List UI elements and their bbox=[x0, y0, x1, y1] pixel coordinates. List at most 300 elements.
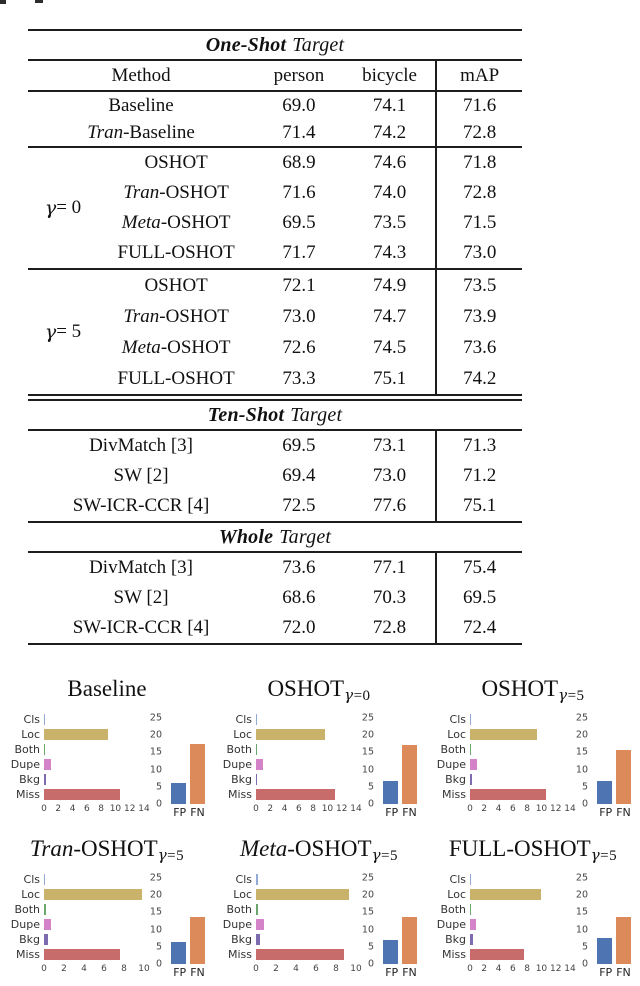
error-bar-track bbox=[470, 774, 576, 785]
error-category-label: Bkg bbox=[231, 773, 252, 786]
error-bar-row bbox=[216, 787, 366, 802]
error-bar bbox=[256, 789, 335, 800]
x-axis-ticks bbox=[253, 804, 362, 816]
y-axis-ticks bbox=[566, 712, 590, 812]
x-tick-label: 2 bbox=[481, 804, 488, 814]
y-tick-label: 15 bbox=[149, 746, 162, 758]
table-rule bbox=[28, 643, 522, 645]
x-tick-label: 4 bbox=[495, 964, 502, 974]
error-category-label: Dupe bbox=[436, 918, 466, 931]
x-tick-label: 4 bbox=[293, 964, 299, 974]
x-tick-label: 10 bbox=[138, 964, 150, 974]
error-category-label: Dupe bbox=[436, 758, 466, 771]
chart-title-main: FULL-OSHOT bbox=[448, 836, 591, 861]
method-name: DivMatch [3] bbox=[89, 435, 194, 456]
table-row bbox=[28, 363, 522, 394]
x-tick-label: 12 bbox=[123, 804, 136, 814]
bicycle-value-cell: 74.2 bbox=[372, 121, 407, 143]
person-value-cell: 72.1 bbox=[282, 274, 316, 296]
bicycle-value-cell: 70.3 bbox=[372, 587, 407, 608]
x-tick-label: 2 bbox=[273, 964, 279, 974]
gamma-group-label bbox=[28, 148, 98, 268]
error-analysis-chart bbox=[430, 676, 636, 826]
y-tick-label: 0 bbox=[581, 798, 588, 810]
y-axis-ticks bbox=[352, 712, 376, 812]
error-category-label: Dupe bbox=[10, 758, 40, 771]
fp-fn-labels bbox=[380, 966, 422, 979]
error-bar-track bbox=[470, 934, 576, 945]
error-bar-row bbox=[216, 902, 366, 917]
x-axis-ticks bbox=[41, 804, 150, 816]
error-bar-track bbox=[256, 789, 362, 800]
cropped-text-artifact bbox=[0, 0, 6, 4]
error-bar-row bbox=[216, 932, 366, 947]
y-axis-ticks bbox=[352, 872, 376, 972]
fp-bar bbox=[383, 781, 398, 804]
method-name-italic-prefix: Tran bbox=[87, 121, 124, 143]
table-row-group bbox=[28, 431, 522, 521]
person-value-cell: 71.7 bbox=[282, 242, 316, 263]
error-bar-track bbox=[470, 714, 576, 725]
table-row-group bbox=[28, 553, 522, 643]
section-title-emph: Ten-Shot bbox=[207, 403, 285, 426]
map-value-cell: 71.6 bbox=[435, 92, 522, 119]
error-bar-row bbox=[430, 757, 580, 772]
y-axis-ticks bbox=[140, 712, 164, 812]
error-bar-track bbox=[44, 774, 150, 785]
error-type-bars bbox=[216, 712, 366, 802]
error-bar bbox=[256, 904, 258, 915]
y-tick-label: 5 bbox=[367, 781, 374, 793]
table-row bbox=[28, 178, 522, 208]
map-value-cell: 69.5 bbox=[435, 583, 522, 613]
error-category-label: Cls bbox=[235, 713, 252, 726]
x-tick-label: 10 bbox=[535, 804, 548, 814]
map-value-cell: 74.2 bbox=[435, 363, 522, 394]
error-bar-row bbox=[216, 757, 366, 772]
y-tick-label: 25 bbox=[575, 872, 588, 884]
error-category-label: Bkg bbox=[445, 933, 466, 946]
method-cell bbox=[98, 178, 254, 208]
table-row bbox=[28, 583, 522, 613]
person-value-cell: 72.5 bbox=[282, 495, 316, 516]
x-tick-label: 4 bbox=[69, 804, 76, 814]
gamma-symbol: γ bbox=[44, 321, 57, 343]
map-value-cell: 73.6 bbox=[435, 332, 522, 363]
y-tick-label: 0 bbox=[155, 958, 162, 970]
error-bar bbox=[470, 714, 471, 725]
error-bar-row bbox=[4, 947, 154, 962]
error-bar-row bbox=[430, 887, 580, 902]
x-tick-label: 8 bbox=[524, 804, 531, 814]
error-category-label: Both bbox=[14, 743, 40, 756]
error-bar bbox=[44, 889, 142, 900]
error-bar-track bbox=[44, 949, 150, 960]
method-name: SW [2] bbox=[113, 465, 169, 486]
method-name: -OSHOT bbox=[159, 182, 229, 203]
col-header-map: mAP bbox=[435, 61, 522, 90]
error-bar-row bbox=[430, 932, 580, 947]
chart-title bbox=[430, 836, 636, 862]
method-cell bbox=[98, 332, 254, 363]
chart-title-main: Baseline bbox=[67, 676, 147, 701]
chart-title-main: OSHOT bbox=[481, 676, 559, 701]
error-bar-track bbox=[470, 874, 576, 885]
method-name: FULL-OSHOT bbox=[117, 367, 235, 389]
error-charts-row-2 bbox=[0, 836, 640, 984]
error-type-bars bbox=[430, 872, 580, 962]
chart-title-subscript bbox=[591, 848, 617, 864]
error-bar-track bbox=[44, 919, 150, 930]
error-bar bbox=[44, 744, 45, 755]
table-section-title bbox=[28, 523, 522, 551]
error-bar-row bbox=[4, 872, 154, 887]
method-name-italic-prefix: Tran bbox=[123, 182, 160, 203]
x-tick-label: 6 bbox=[83, 804, 90, 814]
method-name: SW-ICR-CCR [4] bbox=[72, 617, 210, 638]
error-bar-track bbox=[256, 729, 362, 740]
y-tick-label: 20 bbox=[361, 729, 374, 741]
method-name: -OSHOT bbox=[159, 305, 229, 327]
method-cell bbox=[98, 208, 254, 238]
method-cell bbox=[28, 92, 254, 119]
table-row bbox=[28, 431, 522, 461]
fp-fn-bars bbox=[594, 872, 636, 964]
map-value-cell: 72.8 bbox=[435, 119, 522, 146]
error-category-label: Loc bbox=[21, 728, 40, 741]
error-bar-track bbox=[256, 919, 362, 930]
fp-label: FP bbox=[385, 806, 399, 819]
method-cell bbox=[98, 238, 254, 268]
y-tick-label: 5 bbox=[367, 941, 374, 953]
y-axis-ticks bbox=[566, 872, 590, 972]
error-category-label: Loc bbox=[447, 728, 466, 741]
y-tick-label: 25 bbox=[361, 712, 374, 724]
person-value-cell: 69.4 bbox=[282, 465, 316, 486]
error-bar-row bbox=[430, 787, 580, 802]
error-bar bbox=[256, 889, 349, 900]
x-tick-label: 6 bbox=[509, 804, 516, 814]
error-bar-row bbox=[430, 712, 580, 727]
bicycle-value-cell: 77.6 bbox=[372, 495, 407, 516]
map-value-cell: 75.4 bbox=[435, 553, 522, 583]
error-analysis-chart bbox=[216, 836, 422, 986]
fn-label: FN bbox=[402, 966, 417, 979]
y-axis-ticks bbox=[140, 872, 164, 972]
error-bar-row bbox=[4, 772, 154, 787]
fn-label: FN bbox=[402, 806, 417, 819]
method-name-italic-prefix: Tran bbox=[123, 305, 160, 327]
error-category-label: Bkg bbox=[19, 773, 40, 786]
error-category-label: Cls bbox=[23, 873, 40, 886]
col-header-person: person bbox=[273, 64, 325, 86]
error-category-label: Cls bbox=[449, 873, 466, 886]
x-tick-label: 10 bbox=[321, 804, 334, 814]
error-bar-row bbox=[216, 712, 366, 727]
fp-bar bbox=[383, 940, 398, 964]
error-bar-track bbox=[470, 759, 576, 770]
error-bar bbox=[44, 774, 46, 785]
section-title-emph: Whole bbox=[218, 525, 274, 548]
table-row bbox=[28, 148, 522, 178]
table-column-header-row bbox=[28, 61, 522, 90]
fp-fn-bars bbox=[380, 712, 422, 804]
error-bar-track bbox=[44, 759, 150, 770]
error-bar bbox=[44, 934, 48, 945]
error-bar bbox=[470, 729, 537, 740]
map-value-cell: 71.3 bbox=[435, 431, 522, 461]
fp-bar bbox=[171, 783, 186, 804]
fp-fn-labels bbox=[168, 966, 210, 979]
method-cell bbox=[98, 148, 254, 178]
chart-title-subscript bbox=[158, 848, 184, 864]
error-category-label: Cls bbox=[235, 873, 252, 886]
error-bar bbox=[44, 874, 45, 885]
x-tick-label: 8 bbox=[310, 804, 317, 814]
error-category-label: Miss bbox=[15, 948, 40, 961]
fp-fn-labels bbox=[594, 966, 636, 979]
error-category-label: Bkg bbox=[445, 773, 466, 786]
bicycle-value-cell: 73.1 bbox=[372, 435, 407, 456]
chart-title-subscript bbox=[344, 688, 370, 704]
table-row bbox=[28, 332, 522, 363]
error-bar-track bbox=[256, 904, 362, 915]
error-bar-row bbox=[4, 727, 154, 742]
fp-label: FP bbox=[599, 806, 613, 819]
x-tick-label: 0 bbox=[253, 804, 259, 814]
y-tick-label: 20 bbox=[361, 889, 374, 901]
x-tick-label: 6 bbox=[313, 964, 319, 974]
map-value-cell: 72.8 bbox=[435, 178, 522, 208]
error-category-label: Miss bbox=[227, 948, 252, 961]
method-name: -OSHOT bbox=[160, 212, 231, 233]
map-value-cell: 75.1 bbox=[435, 491, 522, 521]
error-type-bars bbox=[4, 712, 154, 802]
error-bar bbox=[44, 759, 51, 770]
error-bar-track bbox=[470, 949, 576, 960]
subscript-value: =5 bbox=[600, 848, 618, 864]
error-category-label: Both bbox=[14, 903, 40, 916]
error-analysis-chart bbox=[216, 676, 422, 826]
y-tick-label: 0 bbox=[155, 798, 162, 810]
error-analysis-chart bbox=[4, 676, 210, 826]
x-tick-label: 4 bbox=[281, 804, 288, 814]
error-bar-track bbox=[470, 729, 576, 740]
x-tick-label: 10 bbox=[535, 964, 548, 974]
error-bar-track bbox=[256, 714, 362, 725]
method-name-italic-prefix: Meta bbox=[121, 212, 161, 233]
x-tick-label: 8 bbox=[121, 964, 127, 974]
error-bar-track bbox=[256, 774, 362, 785]
method-cell bbox=[28, 491, 254, 521]
error-bar bbox=[256, 919, 264, 930]
table-row bbox=[28, 208, 522, 238]
method-cell bbox=[28, 461, 254, 491]
error-bar-track bbox=[256, 889, 362, 900]
x-tick-label: 6 bbox=[101, 964, 107, 974]
error-bar-track bbox=[470, 889, 576, 900]
method-name: DivMatch [3] bbox=[89, 557, 194, 578]
error-bar-track bbox=[470, 904, 576, 915]
table-section-title bbox=[28, 31, 522, 59]
x-tick-label: 2 bbox=[267, 804, 274, 814]
bicycle-value-cell: 74.3 bbox=[373, 242, 407, 263]
error-category-label: Dupe bbox=[222, 758, 252, 771]
error-category-label: Both bbox=[226, 903, 252, 916]
method-cell bbox=[98, 301, 254, 332]
fn-label: FN bbox=[190, 966, 205, 979]
x-tick-label: 10 bbox=[350, 964, 362, 974]
fp-bar bbox=[597, 938, 612, 964]
error-bar bbox=[44, 789, 120, 800]
x-tick-label: 4 bbox=[81, 964, 87, 974]
x-tick-label: 14 bbox=[350, 804, 362, 814]
subscript-gamma: γ bbox=[371, 846, 382, 864]
subscript-gamma: γ bbox=[344, 686, 354, 704]
chart-title-main: -OSHOT bbox=[287, 836, 372, 861]
error-bar bbox=[470, 904, 471, 915]
table-row bbox=[28, 92, 522, 119]
method-cell bbox=[28, 583, 254, 613]
error-bar-row bbox=[430, 872, 580, 887]
y-tick-label: 5 bbox=[155, 941, 162, 953]
error-bar bbox=[44, 714, 45, 725]
error-bar bbox=[256, 714, 257, 725]
error-analysis-chart bbox=[4, 836, 210, 986]
error-bar bbox=[256, 934, 260, 945]
y-tick-label: 0 bbox=[367, 958, 374, 970]
error-bar-row bbox=[216, 742, 366, 757]
fp-fn-bars bbox=[380, 872, 422, 964]
y-tick-label: 5 bbox=[581, 781, 588, 793]
chart-title-main: OSHOT bbox=[267, 676, 345, 701]
fp-fn-labels bbox=[594, 806, 636, 819]
error-bar-track bbox=[44, 904, 150, 915]
error-category-label: Dupe bbox=[10, 918, 40, 931]
person-value-cell: 69.5 bbox=[282, 435, 316, 456]
error-category-label: Miss bbox=[441, 788, 466, 801]
chart-title-italic-prefix: Tran bbox=[29, 836, 74, 861]
person-value-cell: 73.3 bbox=[282, 367, 316, 389]
error-bar bbox=[470, 919, 476, 930]
x-tick-label: 12 bbox=[549, 804, 562, 814]
x-tick-label: 14 bbox=[138, 804, 150, 814]
map-value-cell: 73.5 bbox=[435, 270, 522, 301]
y-tick-label: 10 bbox=[361, 924, 374, 936]
fp-fn-labels bbox=[168, 806, 210, 819]
method-name: OSHOT bbox=[144, 152, 208, 173]
y-tick-label: 15 bbox=[575, 906, 588, 918]
error-bar-track bbox=[44, 874, 150, 885]
fn-label: FN bbox=[616, 966, 631, 979]
error-category-label: Bkg bbox=[231, 933, 252, 946]
error-bar-row bbox=[4, 887, 154, 902]
error-bar-track bbox=[44, 744, 150, 755]
error-bar-row bbox=[430, 772, 580, 787]
fp-bar bbox=[597, 781, 612, 804]
chart-title-subscript bbox=[372, 848, 398, 864]
fp-label: FP bbox=[173, 806, 187, 819]
person-value-cell: 72.6 bbox=[282, 336, 316, 358]
error-bar bbox=[470, 789, 546, 800]
gamma-value: = 5 bbox=[56, 321, 82, 342]
table-section-title bbox=[28, 401, 522, 429]
table-row bbox=[28, 270, 522, 301]
y-tick-label: 15 bbox=[575, 746, 588, 758]
y-tick-label: 15 bbox=[149, 906, 162, 918]
y-tick-label: 25 bbox=[149, 712, 162, 724]
error-bar-track bbox=[44, 789, 150, 800]
error-bar-row bbox=[4, 932, 154, 947]
table-row bbox=[28, 238, 522, 268]
x-tick-label: 8 bbox=[524, 964, 531, 974]
method-name: -OSHOT bbox=[160, 336, 231, 358]
y-tick-label: 15 bbox=[361, 906, 374, 918]
method-name: OSHOT bbox=[144, 274, 208, 296]
fn-label: FN bbox=[616, 806, 631, 819]
gamma-value: = 0 bbox=[56, 197, 82, 218]
x-tick-label: 0 bbox=[467, 804, 473, 814]
gamma-group-label bbox=[28, 270, 98, 394]
x-tick-label: 4 bbox=[495, 804, 502, 814]
chart-title-subscript bbox=[558, 688, 584, 704]
subscript-gamma: γ bbox=[590, 846, 601, 864]
subscript-gamma: γ bbox=[558, 686, 568, 704]
error-bar bbox=[256, 874, 258, 885]
error-bar-track bbox=[256, 949, 362, 960]
error-bar bbox=[470, 934, 473, 945]
bicycle-value-cell: 74.0 bbox=[373, 182, 407, 203]
error-bar bbox=[256, 774, 257, 785]
error-bar-row bbox=[216, 947, 366, 962]
bicycle-value-cell: 72.8 bbox=[372, 617, 407, 638]
y-tick-label: 20 bbox=[149, 729, 162, 741]
subscript-value: =5 bbox=[567, 688, 585, 704]
error-bar bbox=[470, 889, 541, 900]
error-bar-track bbox=[256, 759, 362, 770]
x-axis-ticks bbox=[467, 804, 576, 816]
error-category-label: Loc bbox=[233, 888, 252, 901]
x-tick-label: 12 bbox=[335, 804, 348, 814]
x-tick-label: 2 bbox=[481, 964, 488, 974]
cropped-text-artifact bbox=[35, 0, 43, 3]
person-value-cell: 68.9 bbox=[282, 152, 316, 173]
person-value-cell: 72.0 bbox=[282, 617, 316, 638]
fn-bar bbox=[616, 750, 631, 804]
error-type-bars bbox=[216, 872, 366, 962]
error-category-label: Loc bbox=[21, 888, 40, 901]
person-value-cell: 73.0 bbox=[282, 305, 316, 327]
person-value-cell: 71.4 bbox=[282, 121, 316, 143]
error-category-label: Bkg bbox=[19, 933, 40, 946]
x-tick-label: 6 bbox=[509, 964, 516, 974]
section-title-emph: One-Shot bbox=[205, 33, 287, 56]
fp-label: FP bbox=[599, 966, 613, 979]
map-value-cell: 71.8 bbox=[435, 148, 522, 178]
x-tick-label: 10 bbox=[109, 804, 122, 814]
method-cell bbox=[28, 613, 254, 643]
error-bar-track bbox=[256, 744, 362, 755]
error-bar bbox=[44, 729, 108, 740]
x-tick-label: 14 bbox=[564, 804, 576, 814]
fn-bar bbox=[190, 744, 205, 804]
method-cell bbox=[28, 431, 254, 461]
error-bar bbox=[470, 949, 524, 960]
person-value-cell: 73.6 bbox=[282, 557, 316, 578]
map-value-cell: 72.4 bbox=[435, 613, 522, 643]
error-bar-track bbox=[470, 744, 576, 755]
x-tick-label: 2 bbox=[55, 804, 62, 814]
